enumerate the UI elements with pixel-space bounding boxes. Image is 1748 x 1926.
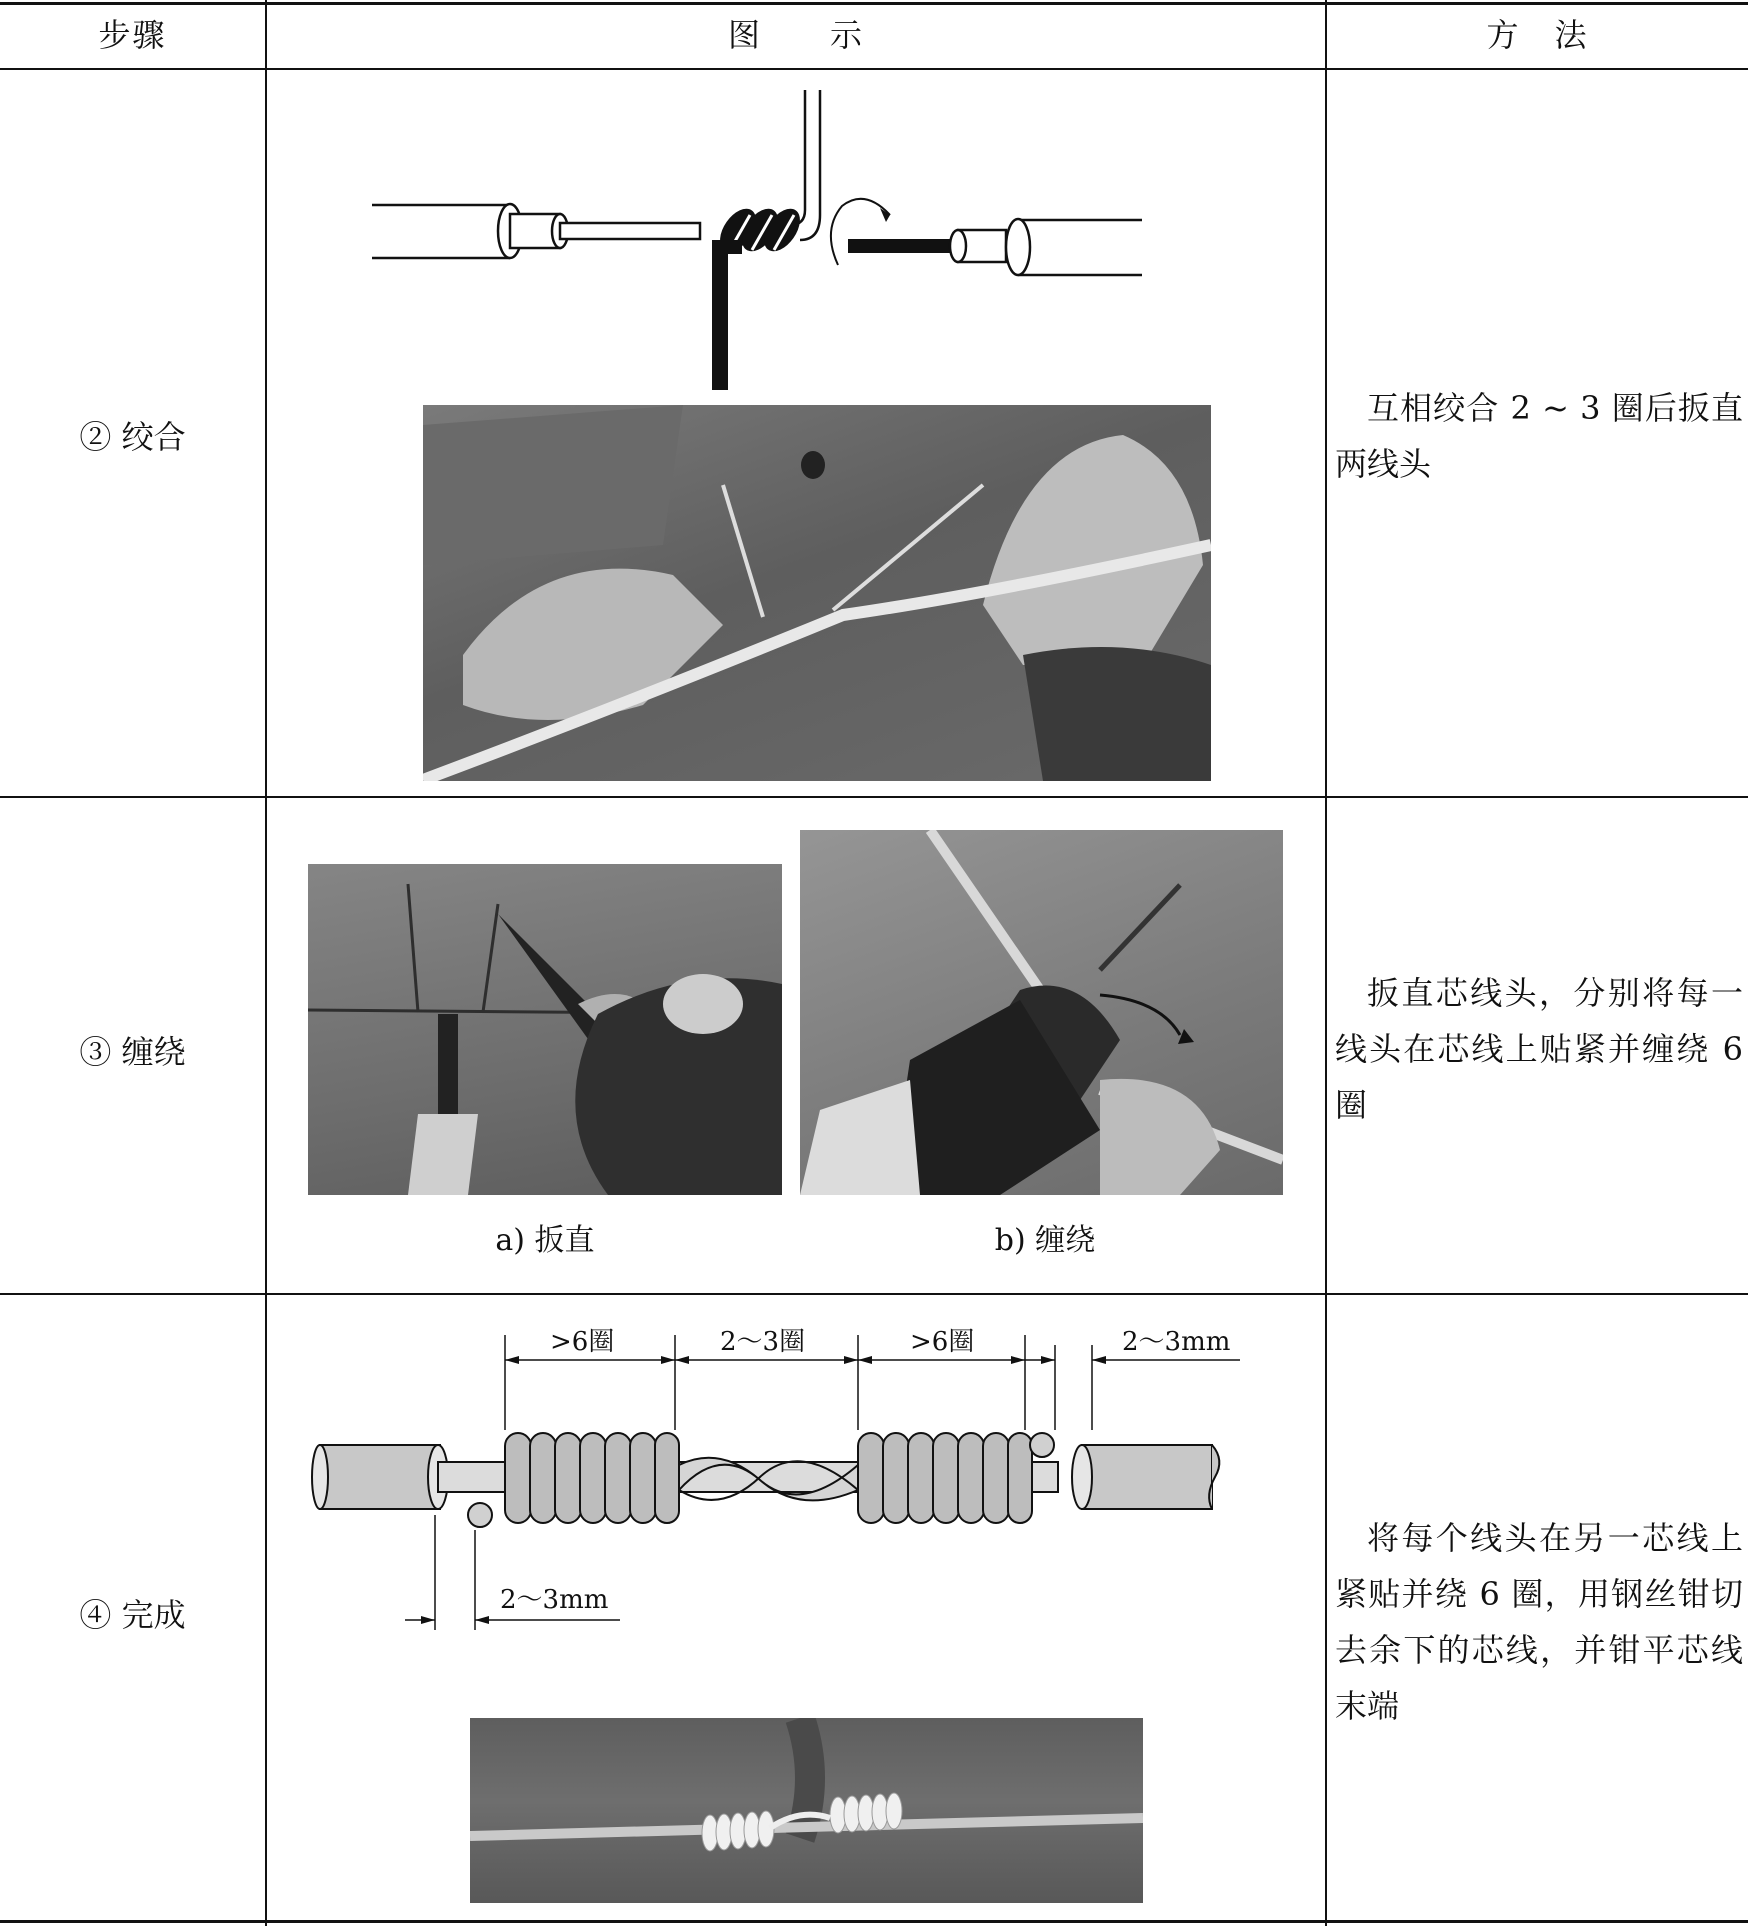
header-step: 步骤: [98, 16, 167, 54]
step-label-twist: ② 绞合: [79, 418, 186, 456]
col-divider-1: [265, 0, 267, 1926]
dim-label-3: >6圈: [910, 1327, 975, 1357]
right-coils: [858, 1433, 1032, 1523]
method-text-wind: 扳直芯线头，分别将每一线头在芯线上贴紧并缠绕 6 圈: [1335, 974, 1743, 1124]
photo-straighten: [308, 864, 782, 1195]
step-label-wind: ③ 缠绕: [79, 1033, 186, 1071]
right-insulation: [1072, 1445, 1219, 1509]
twist-diagram: [360, 80, 1160, 390]
photo-winding: [800, 830, 1283, 1195]
photo-finished-joint: [470, 1718, 1143, 1903]
header-illustration: 图 示: [727, 16, 864, 54]
cut-end-left: [468, 1503, 492, 1527]
dim-label-5: 2～3mm: [500, 1585, 609, 1615]
table-bottom-border: [0, 1920, 1748, 1923]
cut-end-right: [1030, 1433, 1054, 1457]
dim-label-4: 2～3mm: [1122, 1327, 1231, 1357]
dim-label-2: 2～3圈: [720, 1327, 806, 1357]
method-text-twist: 互相绞合 2 ~ 3 圈后扳直两线头: [1335, 389, 1743, 483]
left-coils: [505, 1433, 679, 1523]
black-wire-down: [712, 240, 728, 390]
right-cable: [950, 219, 1142, 275]
rotation-arrow: [831, 199, 890, 265]
left-cable: [372, 204, 700, 258]
method-text-finish: 将每个线头在另一芯线上紧贴并绕 6 圈，用钢丝钳切去余下的芯线，并钳平芯线末端: [1335, 1519, 1743, 1725]
black-wire-right: [848, 239, 958, 253]
step-label-finish: ④ 完成: [79, 1596, 186, 1634]
row-divider-2: [0, 1293, 1748, 1295]
header-method: 方 法: [1486, 16, 1589, 54]
finished-joint-diagram: [310, 1315, 1240, 1645]
caption-a: a) 扳直: [495, 1223, 595, 1258]
row-divider-1: [0, 796, 1748, 798]
dim-label-1: >6圈: [550, 1327, 615, 1357]
photo-hands-twisting: [423, 405, 1211, 781]
caption-b: b) 缠绕: [994, 1223, 1096, 1258]
col-divider-2: [1325, 0, 1327, 1926]
